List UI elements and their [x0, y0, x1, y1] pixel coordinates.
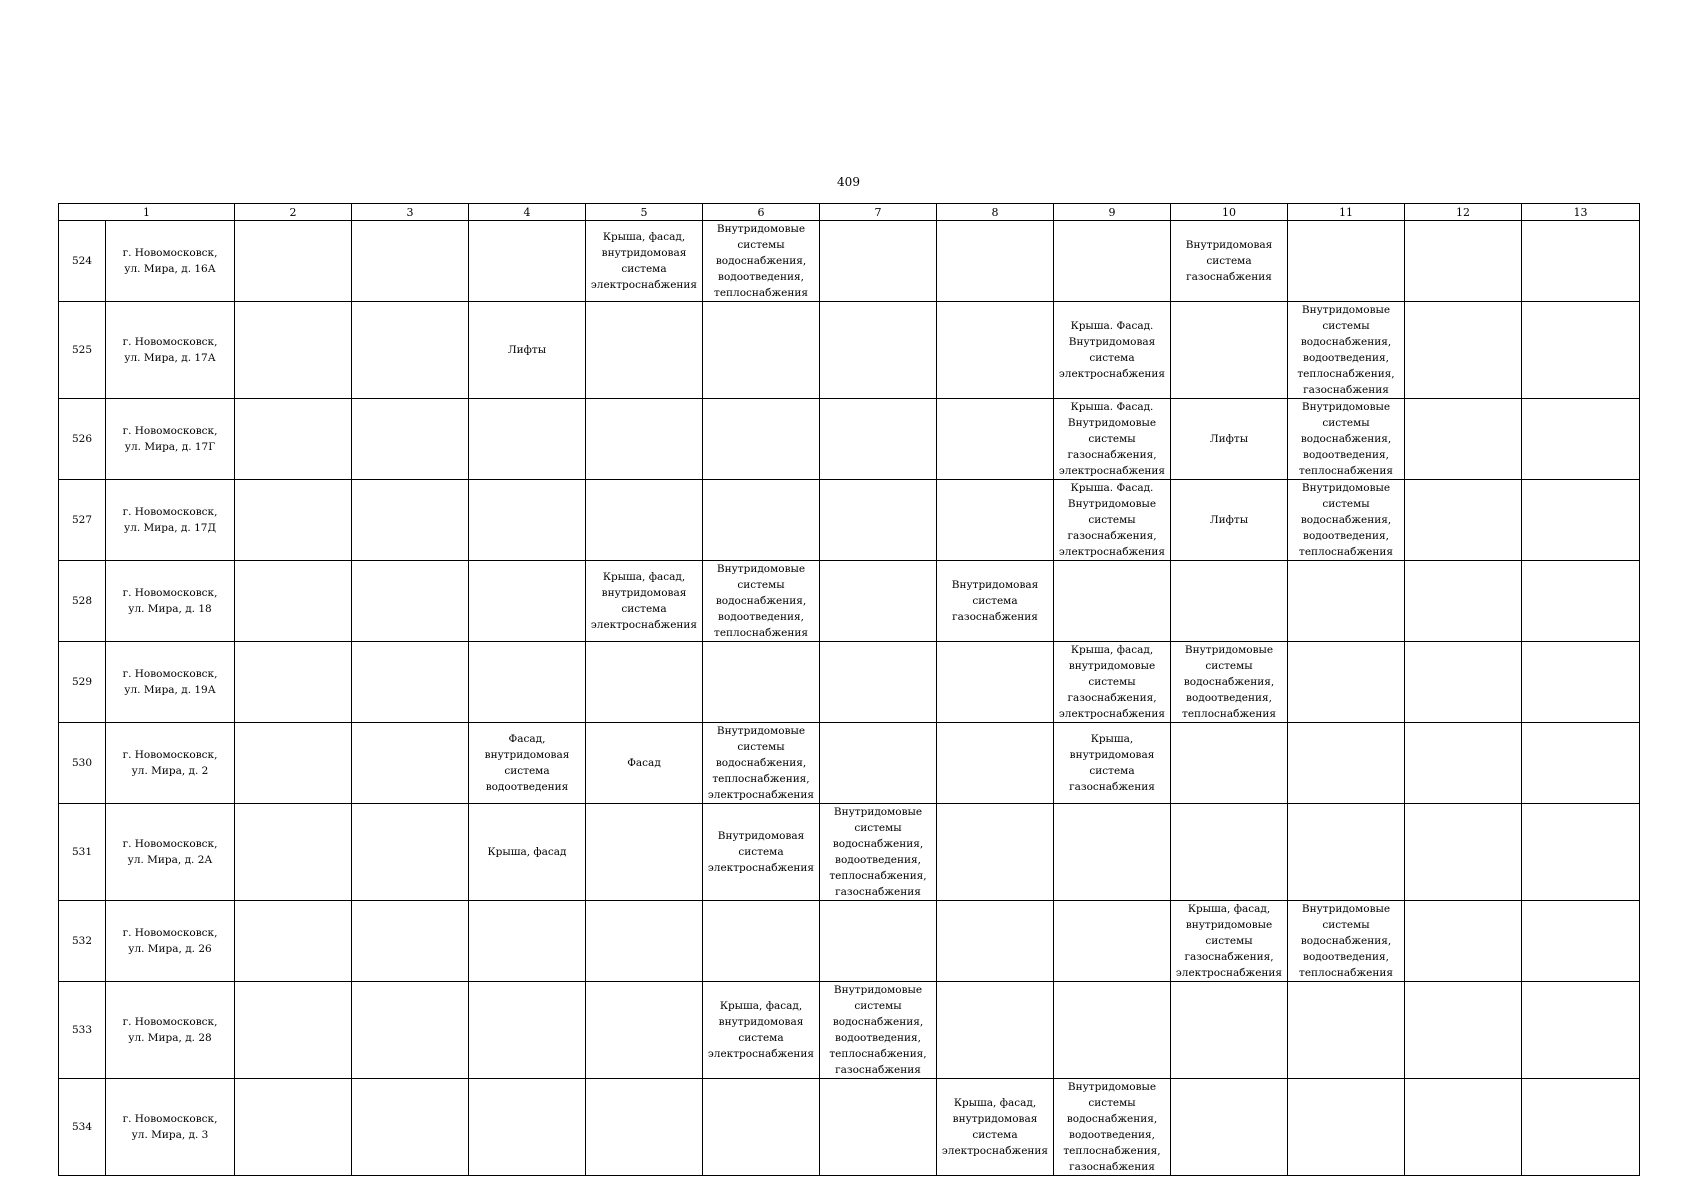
- work-cell: [586, 804, 703, 901]
- address-cell: [106, 480, 235, 561]
- work-cell: [586, 399, 703, 480]
- work-cell: [469, 1079, 586, 1176]
- work-cell: Внутридомовая система газоснабжения: [1171, 221, 1288, 302]
- work-cell: [1405, 723, 1522, 804]
- work-cell: Внутридомовые системы водоснабжения, водоотведения, теплоснабжения, газоснабжения: [1054, 1079, 1171, 1176]
- work-cell: [703, 399, 820, 480]
- work-cell: [1522, 561, 1640, 642]
- work-cell: [1522, 982, 1640, 1079]
- address-line: ул. Мира, д. 3: [131, 1129, 209, 1141]
- address-line: г. Новомосковск,: [122, 749, 218, 761]
- column-header: 6: [703, 204, 820, 221]
- work-cell: [1054, 901, 1171, 982]
- row-number: 533: [59, 982, 106, 1079]
- work-cell: [1405, 982, 1522, 1079]
- work-cell: [235, 982, 352, 1079]
- work-cell: [352, 302, 469, 399]
- work-cell: Внутридомовые системы водоснабжения, водоотведения, теплоснабжения: [1171, 642, 1288, 723]
- work-cell: [937, 302, 1054, 399]
- row-number: 528: [59, 561, 106, 642]
- work-cell: [937, 723, 1054, 804]
- work-cell: Фасад, внутридомовая система водоотведения: [469, 723, 586, 804]
- address-cell: [106, 901, 235, 982]
- address-cell: [106, 302, 235, 399]
- table-header: [59, 204, 1640, 221]
- work-cell: Внутридомовые системы водоснабжения, водоотведения, теплоснабжения: [1288, 399, 1405, 480]
- work-cell: [1171, 982, 1288, 1079]
- work-cell: [1288, 221, 1405, 302]
- work-cell: [937, 480, 1054, 561]
- address-line: ул. Мира, д. 18: [128, 603, 212, 615]
- work-cell: [1171, 561, 1288, 642]
- work-cell: [703, 302, 820, 399]
- work-cell: [1288, 642, 1405, 723]
- work-cell: [586, 1079, 703, 1176]
- work-cell: [352, 901, 469, 982]
- work-cell: [469, 480, 586, 561]
- work-cell: [820, 723, 937, 804]
- work-cell: Внутридомовые системы водоснабжения, водоотведения, теплоснабжения: [1288, 480, 1405, 561]
- work-cell: [586, 982, 703, 1079]
- work-cell: [937, 399, 1054, 480]
- work-cell: Крыша. Фасад. Внутридомовая система электроснабжения: [1054, 302, 1171, 399]
- address-line: ул. Мира, д. 17Д: [124, 522, 216, 534]
- column-header: 3: [352, 204, 469, 221]
- work-cell: [703, 480, 820, 561]
- address-cell: [106, 399, 235, 480]
- work-cell: Фасад: [586, 723, 703, 804]
- work-cell: Внутридомовая система газоснабжения: [937, 561, 1054, 642]
- address-cell: [106, 642, 235, 723]
- work-cell: [703, 1079, 820, 1176]
- work-cell: [235, 804, 352, 901]
- address-line: г. Новомосковск,: [122, 506, 218, 518]
- work-cell: Крыша, внутридомовая система газоснабжения: [1054, 723, 1171, 804]
- address-line: ул. Мира, д. 28: [128, 1032, 212, 1044]
- work-cell: [820, 399, 937, 480]
- work-cell: [1054, 804, 1171, 901]
- work-cell: [1054, 221, 1171, 302]
- address-cell: [106, 561, 235, 642]
- column-header: 2: [235, 204, 352, 221]
- row-number: 534: [59, 1079, 106, 1176]
- work-cell: [820, 642, 937, 723]
- work-cell: [937, 642, 1054, 723]
- address-cell: [106, 982, 235, 1079]
- work-cell: [1054, 561, 1171, 642]
- work-cell: [820, 221, 937, 302]
- work-cell: [1522, 302, 1640, 399]
- work-cell: [937, 982, 1054, 1079]
- work-cell: [1171, 1079, 1288, 1176]
- column-header: 7: [820, 204, 937, 221]
- work-cell: [352, 982, 469, 1079]
- work-cell: Крыша. Фасад. Внутридомовые системы газоснабжения, электроснабжения: [1054, 399, 1171, 480]
- page-number: 409: [837, 175, 860, 189]
- work-cell: [1288, 723, 1405, 804]
- work-cell: [235, 302, 352, 399]
- work-cell: [1405, 399, 1522, 480]
- work-cell: Внутридомовая система электроснабжения: [703, 804, 820, 901]
- address-cell: [106, 804, 235, 901]
- work-cell: Внутридомовые системы водоснабжения, водоотведения, теплоснабжения: [703, 561, 820, 642]
- work-cell: [586, 302, 703, 399]
- work-cell: Лифты: [469, 302, 586, 399]
- work-cell: [469, 642, 586, 723]
- work-cell: [235, 901, 352, 982]
- work-cell: Внутридомовые системы водоснабжения, водоотведения, теплоснабжения: [703, 221, 820, 302]
- work-cell: [937, 221, 1054, 302]
- work-cell: [1405, 480, 1522, 561]
- work-cell: [235, 1079, 352, 1176]
- table-row: [59, 723, 1640, 804]
- work-cell: [235, 480, 352, 561]
- address-line: г. Новомосковск,: [122, 1113, 218, 1125]
- work-cell: Лифты: [1171, 480, 1288, 561]
- row-number: 525: [59, 302, 106, 399]
- work-cell: Крыша, фасад, внутридомовые системы газоснабжения, электроснабжения: [1054, 642, 1171, 723]
- row-number: 530: [59, 723, 106, 804]
- work-cell: [1405, 642, 1522, 723]
- work-cell: [469, 399, 586, 480]
- work-cell: [586, 642, 703, 723]
- work-cell: [235, 399, 352, 480]
- row-number: 531: [59, 804, 106, 901]
- row-number: 524: [59, 221, 106, 302]
- work-cell: [1522, 480, 1640, 561]
- table-row: [59, 982, 1640, 1079]
- work-cell: [1288, 561, 1405, 642]
- work-cell: [469, 561, 586, 642]
- address-line: ул. Мира, д. 2: [131, 765, 209, 777]
- work-cell: [235, 221, 352, 302]
- column-header: 13: [1522, 204, 1640, 221]
- work-cell: Внутридомовые системы водоснабжения, водоотведения, теплоснабжения, газоснабжения: [1288, 302, 1405, 399]
- column-header: 10: [1171, 204, 1288, 221]
- work-cell: [820, 480, 937, 561]
- table-row: [59, 901, 1640, 982]
- address-line: г. Новомосковск,: [122, 587, 218, 599]
- work-cell: [1405, 302, 1522, 399]
- work-cell: [586, 480, 703, 561]
- address-cell: [106, 221, 235, 302]
- table-row: [59, 221, 1640, 302]
- column-header: 5: [586, 204, 703, 221]
- column-header: 11: [1288, 204, 1405, 221]
- work-cell: Внутридомовые системы водоснабжения, водоотведения, теплоснабжения, газоснабжения: [820, 804, 937, 901]
- work-cell: Крыша, фасад, внутридомовая система электроснабжения: [937, 1079, 1054, 1176]
- work-cell: [937, 901, 1054, 982]
- work-cell: [1405, 1079, 1522, 1176]
- table-row: [59, 480, 1640, 561]
- work-cell: [1054, 982, 1171, 1079]
- table-row: [59, 804, 1640, 901]
- work-cell: [235, 642, 352, 723]
- work-cell: [1171, 302, 1288, 399]
- work-cell: [235, 561, 352, 642]
- column-header: 8: [937, 204, 1054, 221]
- work-cell: [352, 399, 469, 480]
- work-cell: Внутридомовые системы водоснабжения, водоотведения, теплоснабжения, газоснабжения: [820, 982, 937, 1079]
- column-header: 12: [1405, 204, 1522, 221]
- work-cell: Лифты: [1171, 399, 1288, 480]
- table-row: [59, 399, 1640, 480]
- address-line: ул. Мира, д. 19А: [124, 684, 216, 696]
- address-cell: [106, 723, 235, 804]
- row-number: 532: [59, 901, 106, 982]
- work-cell: [1522, 723, 1640, 804]
- work-cell: [820, 1079, 937, 1176]
- address-line: ул. Мира, д. 16А: [124, 263, 216, 275]
- work-cell: [352, 723, 469, 804]
- work-cell: [1171, 804, 1288, 901]
- work-cell: [469, 221, 586, 302]
- address-line: г. Новомосковск,: [122, 927, 218, 939]
- work-cell: [352, 642, 469, 723]
- column-header: 9: [1054, 204, 1171, 221]
- address-line: ул. Мира, д. 26: [128, 943, 212, 955]
- address-line: г. Новомосковск,: [122, 668, 218, 680]
- work-cell: Внутридомовые системы водоснабжения, водоотведения, теплоснабжения: [1288, 901, 1405, 982]
- address-line: г. Новомосковск,: [122, 247, 218, 259]
- work-cell: [703, 642, 820, 723]
- address-line: ул. Мира, д. 2А: [127, 854, 213, 866]
- work-cell: [469, 901, 586, 982]
- repair-schedule-table: [58, 203, 1640, 1176]
- work-cell: [1522, 804, 1640, 901]
- work-cell: [235, 723, 352, 804]
- header-row: [59, 204, 1640, 221]
- work-cell: [1522, 901, 1640, 982]
- work-cell: [820, 302, 937, 399]
- address-cell: [106, 1079, 235, 1176]
- work-cell: [469, 982, 586, 1079]
- column-header: 4: [469, 204, 586, 221]
- work-cell: [1288, 982, 1405, 1079]
- address-line: г. Новомосковск,: [122, 1016, 218, 1028]
- work-cell: Крыша, фасад, внутридомовая система электроснабжения: [586, 221, 703, 302]
- row-number: 527: [59, 480, 106, 561]
- address-line: г. Новомосковск,: [122, 336, 218, 348]
- work-cell: [1522, 221, 1640, 302]
- work-cell: [1405, 561, 1522, 642]
- work-cell: [1405, 221, 1522, 302]
- address-line: ул. Мира, д. 17А: [124, 352, 216, 364]
- work-cell: [1405, 804, 1522, 901]
- work-cell: Крыша, фасад, внутридомовая система электроснабжения: [586, 561, 703, 642]
- work-cell: Крыша, фасад, внутридомовые системы газоснабжения, электроснабжения: [1171, 901, 1288, 982]
- work-cell: [1522, 642, 1640, 723]
- work-cell: [352, 221, 469, 302]
- row-number: 526: [59, 399, 106, 480]
- table-row: [59, 302, 1640, 399]
- work-cell: Крыша, фасад, внутридомовая система электроснабжения: [703, 982, 820, 1079]
- work-cell: [1171, 723, 1288, 804]
- table-row: [59, 561, 1640, 642]
- table-row: [59, 1079, 1640, 1176]
- work-cell: [586, 901, 703, 982]
- work-cell: [352, 804, 469, 901]
- row-number: 529: [59, 642, 106, 723]
- table-row: [59, 642, 1640, 723]
- address-line: г. Новомосковск,: [122, 425, 218, 437]
- address-line: ул. Мира, д. 17Г: [124, 441, 216, 453]
- work-cell: [703, 901, 820, 982]
- table-body: [59, 221, 1640, 1176]
- work-cell: [1522, 1079, 1640, 1176]
- work-cell: [1288, 1079, 1405, 1176]
- work-cell: [820, 901, 937, 982]
- address-line: г. Новомосковск,: [122, 838, 218, 850]
- work-cell: [352, 480, 469, 561]
- work-cell: [1522, 399, 1640, 480]
- work-cell: Крыша, фасад: [469, 804, 586, 901]
- work-cell: [1288, 804, 1405, 901]
- work-cell: [1405, 901, 1522, 982]
- work-cell: Внутридомовые системы водоснабжения, теплоснабжения, электроснабжения: [703, 723, 820, 804]
- work-cell: [352, 1079, 469, 1176]
- column-header: 1: [59, 204, 235, 221]
- work-cell: [937, 804, 1054, 901]
- work-cell: Крыша. Фасад. Внутридомовые системы газоснабжения, электроснабжения: [1054, 480, 1171, 561]
- work-cell: [352, 561, 469, 642]
- work-cell: [820, 561, 937, 642]
